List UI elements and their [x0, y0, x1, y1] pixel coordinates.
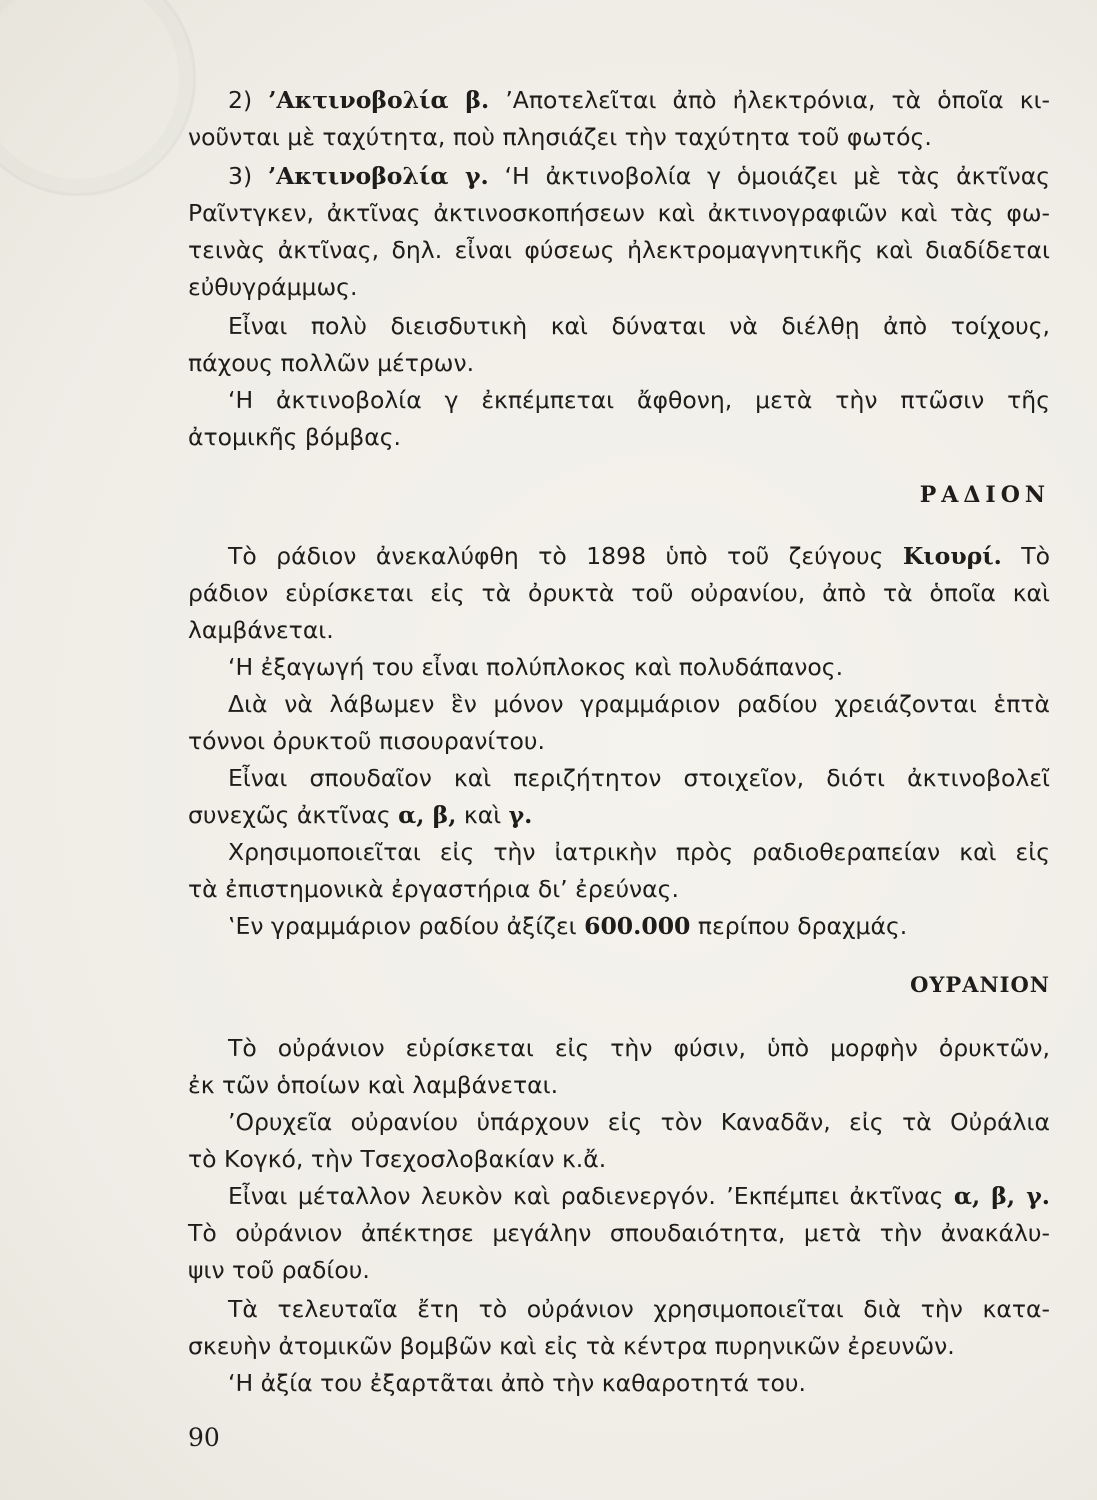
gamma-p2-line-2: πάχους πολλῶν μέτρων.: [188, 349, 475, 377]
radium-p4-line-2: [188, 797, 1050, 834]
uranium-p5-line-2: σκευὴν ἀτομικῶν βομβῶν καὶ εἰς τὰ κέντρα πυρηνικῶν ἐρευνῶν.: [188, 1332, 955, 1360]
uranium-p6: ‘Η ἀξία του ἐξαρτᾶται ἀπὸ τὴν καθαροτητά του.: [228, 1369, 806, 1397]
radium-heading: ΡΑΔΙΟΝ: [919, 482, 1050, 508]
uranium-p1-line-2: ἐκ τῶν ὁποίων καὶ λαμβάνεται.: [188, 1071, 559, 1099]
radium-price: 600.000: [584, 912, 691, 940]
radium-p3-line-1: Διὰ νὰ λάβωμεν ἓν μόνον γραμμάριον ραδίου χρειάζονται ἑπτὰ: [228, 690, 1050, 718]
radium-p5-line-2: τὰ ἐπιστημονικὰ ἐργαστήρια δι’ ἐρεύνας.: [188, 875, 679, 903]
radium-p2: ‘Η ἐξαγωγή του εἶναι πολύπλοκος καὶ πολυδάπανος.: [228, 653, 844, 681]
uranium-p2-line-2: τὸ Κογκό, τὴν Τσεχοσλοβακίαν κ.ἄ.: [188, 1145, 607, 1173]
radium-p4-text-a: συνεχῶς ἀκτῖνας: [188, 801, 399, 829]
radium-p6-text-a: ‛Εν γραμμάριον ραδίου ἀξίζει: [228, 912, 585, 940]
gamma-line-1: [188, 158, 1050, 195]
beta-text: ’Αποτελεῖται ἀπὸ ἠλεκτρόνια, τὰ ὁποῖα κι-: [489, 86, 1050, 114]
gamma-line-4: εὐθυγράμμως.: [188, 273, 358, 301]
gamma-p3-line-1: ‘Η ἀκτινοβολία γ ἐκπέμπεται ἄφθονη, μετὰ τὴν πτῶσιν τῆς: [228, 386, 1050, 414]
gamma-text: ‘Η ἀκτινοβολία γ ὁμοιάζει μὲ τὰς ἀκτῖνας: [488, 162, 1051, 190]
radium-p1-line-2: ράδιον εὑρίσκεται εἰς τὰ ὀρυκτὰ τοῦ οὐρανίου, ἀπὸ τὰ ὁποῖα καὶ: [188, 579, 1050, 607]
library-stamp-faint: [0, 0, 196, 196]
uranium-p2-line-1: ’Ορυχεῖα οὐρανίου ὑπάρχουν εἰς τὸν Καναδᾶν, εἰς τὰ Οὐράλια: [228, 1108, 1050, 1136]
gamma-line-3: τεινὰς ἀκτῖνας, δηλ. εἶναι φύσεως ἠλεκτρομαγνητικῆς καὶ διαδίδεται: [188, 236, 1050, 264]
page-number: 90: [188, 1423, 220, 1452]
beta-term: ’Ακτινοβολία β.: [268, 86, 490, 114]
uranium-rays: α, β, γ.: [953, 1182, 1050, 1210]
gamma-p3-line-2: ἀτομικῆς βόμβας.: [188, 423, 402, 451]
gamma-line-2: Ραῖντγκεν, ἀκτῖνας ἀκτινοσκοπήσεων καὶ ἀκτινογραφιῶν καὶ τὰς φω-: [188, 199, 1050, 227]
radium-rays-g: γ.: [508, 801, 533, 829]
uranium-heading: ΟΥΡΑΝΙΟΝ: [910, 972, 1050, 997]
uranium-p5-line-1: Τὰ τελευταῖα ἔτη τὸ οὐράνιον χρησιμοποιεῖται διὰ τὴν κατα-: [228, 1295, 1050, 1323]
radium-p1-text-b: Τὸ: [1001, 542, 1050, 570]
gamma-label: 3): [228, 162, 268, 190]
uranium-p3-text: Εἶναι μέταλλον λευκὸν καὶ ραδιενεργόν. ’Εκπέμπει ἀκτῖνας: [228, 1182, 954, 1210]
uranium-p3: [188, 1178, 1050, 1215]
radium-p6: [188, 908, 1050, 945]
radium-p5-line-1: Χρησιμοποιεῖται εἰς τὴν ἰατρικὴν πρὸς ραδιοθεραπείαν καὶ εἰς: [228, 838, 1050, 866]
beta-line-1: [188, 82, 1050, 119]
radium-p4-text-c: καὶ: [456, 801, 509, 829]
radium-p1-line-1: [188, 538, 1050, 575]
uranium-p4-line-1: Τὸ οὐράνιον ἀπέκτησε μεγάλην σπουδαιότητα, μετὰ τὴν ἀνακάλυ-: [188, 1219, 1050, 1247]
radium-p3-line-2: τόννοι ὀρυκτοῦ πισουρανίτου.: [188, 727, 545, 755]
radium-p6-text-b: περίπου δραχμάς.: [690, 912, 908, 940]
radium-rays-ab: α, β,: [398, 801, 457, 829]
radium-p1-text-a: Τὸ ράδιον ἀνεκαλύφθη τὸ 1898 ὑπὸ τοῦ ζεύγους: [228, 542, 903, 570]
radium-p4-line-1: Εἶναι σπουδαῖον καὶ περιζήτητον στοιχεῖον, διότι ἀκτινοβολεῖ: [228, 764, 1050, 792]
radium-p1-line-3: λαμβάνεται.: [188, 616, 334, 644]
uranium-p4-line-2: ψιν τοῦ ραδίου.: [188, 1256, 370, 1284]
gamma-p2-line-1: Εἶναι πολὺ διεισδυτικὴ καὶ δύναται νὰ διέλθῃ ἀπὸ τοίχους,: [228, 312, 1050, 340]
curie-name: Κιουρί.: [902, 542, 1002, 570]
uranium-p1-line-1: Τὸ οὐράνιον εὑρίσκεται εἰς τὴν φύσιν, ὑπὸ μορφὴν ὀρυκτῶν,: [228, 1034, 1050, 1062]
beta-line-2: νοῦνται μὲ ταχύτητα, ποὺ πλησιάζει τὴν ταχύτητα τοῦ φωτός.: [188, 123, 932, 151]
gamma-term: ’Ακτινοβολία γ.: [268, 162, 489, 190]
beta-label: 2): [228, 86, 269, 114]
